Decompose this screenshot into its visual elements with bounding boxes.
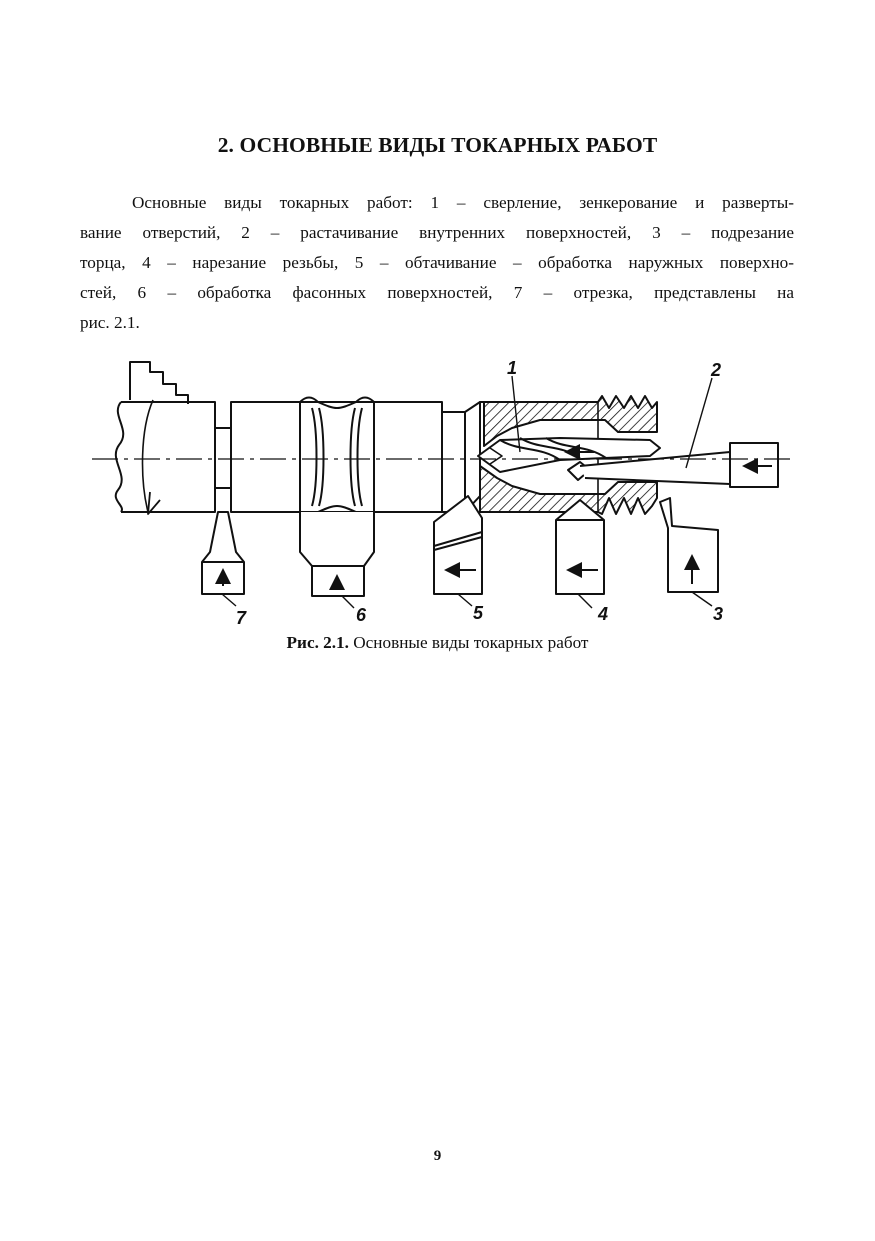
leader-5 [458, 594, 472, 606]
leader-6 [342, 596, 354, 608]
label-7: 7 [236, 608, 247, 628]
leader-4 [578, 594, 592, 608]
paragraph-line: Основные виды токарных работ: 1 – сверление, зенкерование и разверты- [132, 193, 794, 212]
workpiece-main-body [231, 398, 442, 517]
workpiece-left-end [116, 400, 215, 512]
label-5: 5 [473, 603, 484, 623]
parting-groove [215, 428, 231, 488]
figure-caption [0, 633, 875, 653]
figure-caption-text: Основные виды токарных работ [348, 633, 589, 652]
label-6: 6 [356, 605, 367, 625]
rotation-arrow [148, 492, 160, 514]
workpiece-shoulder [442, 402, 480, 512]
paragraph-line: рис. 2.1. [80, 313, 140, 332]
leader-7 [222, 594, 236, 606]
paragraph-line: стей, 6 – обработка фасонных поверхностей, 7 – отрезка, представлены на [80, 283, 794, 302]
body-paragraph [80, 188, 794, 338]
label-2: 2 [711, 360, 722, 380]
leader-3 [692, 592, 712, 606]
label-1: 1 [507, 358, 518, 378]
page-title: 2. ОСНОВНЫЕ ВИДЫ ТОКАРНЫХ РАБОТ [217, 133, 658, 157]
facing-tool [660, 498, 718, 592]
chuck-jaw [130, 362, 188, 404]
label-4: 4 [598, 604, 609, 624]
paragraph-line: вание отверстий, 2 – растачивание внутренних поверхностей, 3 – подрезание [80, 223, 794, 242]
threading-tool [556, 500, 604, 594]
figure-caption-label: Рис. 2.1. [286, 633, 349, 652]
label-3: 3 [713, 604, 724, 624]
paragraph-line: торца, 4 – нарезание резьбы, 5 – обтачивание – обработка наружных поверхно- [80, 253, 794, 272]
figure-turning-operations [85, 350, 800, 635]
page-number: 9 [433, 1148, 442, 1164]
